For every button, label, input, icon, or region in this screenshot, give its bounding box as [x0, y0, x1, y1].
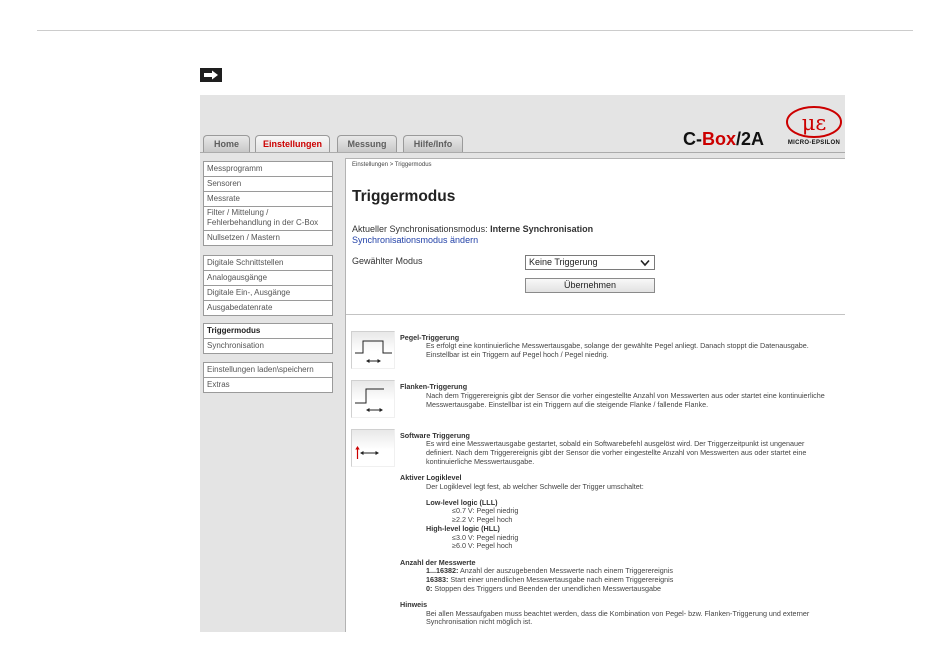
count-entry-text: Anzahl der auszugebenden Messwerte nach einem Triggerereignis [459, 566, 673, 575]
tab-hilfe-info[interactable]: Hilfe/Info [403, 135, 463, 152]
product-highlight: Box [702, 129, 737, 149]
sidebar-item-digitale-schnittstellen[interactable]: Digitale Schnittstellen [203, 255, 333, 271]
sidebar-item-analogausgaenge[interactable]: Analogausgänge [203, 270, 333, 286]
count-entry [426, 575, 673, 584]
count-entry-key: 16383: [426, 575, 449, 584]
note-line: Synchronisation nicht möglich ist. [426, 617, 533, 626]
brand-mark [784, 105, 844, 141]
tab-bar-divider [200, 152, 845, 153]
level-trigger-icon [351, 331, 395, 369]
arrow-right-icon [200, 68, 222, 82]
trigger-description-line: Es wird eine Messwertausgabe gestartet, sobald ein Softwarebefehl ausgelöst wird. Der Triggerzeitpunkt ist ungenauer [426, 439, 805, 448]
product-name [683, 129, 764, 149]
sidebar-item-digitale-ein-ausgaenge[interactable]: Digitale Ein-, Ausgänge [203, 285, 333, 301]
sync-status-value: Interne Synchronisation [490, 224, 594, 234]
logic-intro: Der Logiklevel legt fest, ab welcher Schwelle der Trigger umschaltet: [426, 482, 644, 491]
sidebar-item-extras[interactable]: Extras [203, 377, 333, 393]
trigger-mode-select-value: Keine Triggerung [529, 257, 598, 267]
trigger-description-line: Einstellbar ist ein Triggern auf Pegel hoch / Pegel niedrig. [426, 350, 609, 359]
chevron-down-icon [640, 259, 650, 267]
sidebar-group-outputs [203, 255, 333, 316]
logic-level-rule: ≤0.7 V: Pegel niedrig [452, 506, 519, 515]
software-trigger-icon [351, 429, 395, 467]
note-title: Hinweis [400, 600, 428, 609]
logic-title: Aktiver Logiklevel [400, 473, 462, 482]
tab-home[interactable]: Home [203, 135, 250, 152]
app-window [200, 95, 845, 632]
apply-button[interactable]: Übernehmen [525, 278, 655, 293]
top-divider [37, 30, 913, 31]
sidebar-item-messprogramm[interactable]: Messprogramm [203, 161, 333, 177]
sidebar-item-synchronisation[interactable]: Synchronisation [203, 338, 333, 354]
trigger-mode-select[interactable] [525, 255, 655, 270]
sync-status [352, 224, 593, 235]
trigger-title: Software Triggerung [400, 431, 470, 440]
count-entry-key: 0: [426, 584, 433, 593]
logic-level-rule: ≤3.0 V: Pegel niedrig [452, 533, 519, 542]
product-prefix: C- [683, 129, 702, 149]
sidebar-item-messrate[interactable]: Messrate [203, 191, 333, 207]
edge-trigger-icon [351, 380, 395, 418]
trigger-description-line: definiert. Nach dem Triggerereignis gibt der Sensor die vorher eingestellte Anzahl von Messwerten aus oder startet eine [426, 448, 807, 457]
count-entry [426, 584, 661, 593]
trigger-description-line: kontinuierliche Messwertausgabe. [426, 457, 535, 466]
logic-level-name: Low-level logic (LLL) [426, 498, 498, 507]
trigger-title: Pegel-Triggerung [400, 333, 460, 342]
sidebar-group-system [203, 362, 333, 393]
count-title: Anzahl der Messwerte [400, 558, 476, 567]
change-sync-mode-link[interactable]: Synchronisationsmodus ändern [352, 235, 479, 245]
sidebar-item-einstellungen-laden-speichern[interactable]: Einstellungen laden\speichern [203, 362, 333, 378]
trigger-description-line: Nach dem Triggerereignis gibt der Sensor die vorher eingestellte Anzahl von Messwerten aus oder startet eine kontinuierliche [426, 391, 825, 400]
count-entry-text: Start einer unendlichen Messwertausgabe nach einem Triggerereignis [450, 575, 674, 584]
trigger-description-line: Messwertausgabe. Einstellbar ist ein Triggern auf die steigende Flanke / fallende Flanke. [426, 400, 709, 409]
sync-status-label: Aktueller Synchronisationsmodus: [352, 224, 488, 234]
brand-name: MICRO-EPSILON [787, 140, 841, 146]
logic-level-rule: ≥6.0 V: Pegel hoch [452, 541, 513, 550]
logic-level-name: High-level logic (HLL) [426, 524, 500, 533]
brand-mark-text: με [801, 111, 827, 135]
sidebar-item-sensoren[interactable]: Sensoren [203, 176, 333, 192]
sidebar-item-filter[interactable] [203, 206, 333, 231]
content-panel [345, 158, 845, 632]
section-divider [346, 314, 845, 315]
count-entry-key: 1...16382: [426, 566, 459, 575]
count-entry [426, 566, 673, 575]
sidebar-item-nullsetzen[interactable]: Nullsetzen / Mastern [203, 230, 333, 246]
breadcrumb: Einstellungen > Triggermodus [352, 162, 432, 168]
sidebar-group-measurement [203, 161, 333, 246]
trigger-description-line: Es erfolgt eine kontinuierliche Messwertausgabe, solange der gewählte Pegel anliegt. Danach stoppt die Datenausgabe. [426, 341, 809, 350]
tab-messung[interactable]: Messung [337, 135, 397, 152]
sidebar-item-triggermodus[interactable]: Triggermodus [203, 323, 333, 339]
page-title: Triggermodus [352, 188, 456, 205]
sidebar-group-trigger [203, 323, 333, 354]
count-entry-text: Stoppen des Triggers und Beenden der unendlichen Messwertausgabe [434, 584, 661, 593]
sidebar-item-ausgabedatenrate[interactable]: Ausgabedatenrate [203, 300, 333, 316]
mode-label: Gewählter Modus [352, 256, 423, 266]
tab-einstellungen[interactable]: Einstellungen [255, 135, 330, 152]
note-line: Bei allen Messaufgaben muss beachtet werden, dass die Kombination von Pegel- bzw. Flanken-Triggerung und externer [426, 609, 810, 618]
micro-epsilon-logo [784, 105, 844, 149]
product-suffix: /2A [736, 129, 765, 149]
logic-level-rule: ≥2.2 V: Pegel hoch [452, 515, 513, 524]
sidebar-item-label: Fehlerbehandlung in der C-Box [207, 218, 319, 227]
sidebar-item-label: Filter / Mittelung / [207, 208, 269, 217]
trigger-title: Flanken-Triggerung [400, 382, 468, 391]
